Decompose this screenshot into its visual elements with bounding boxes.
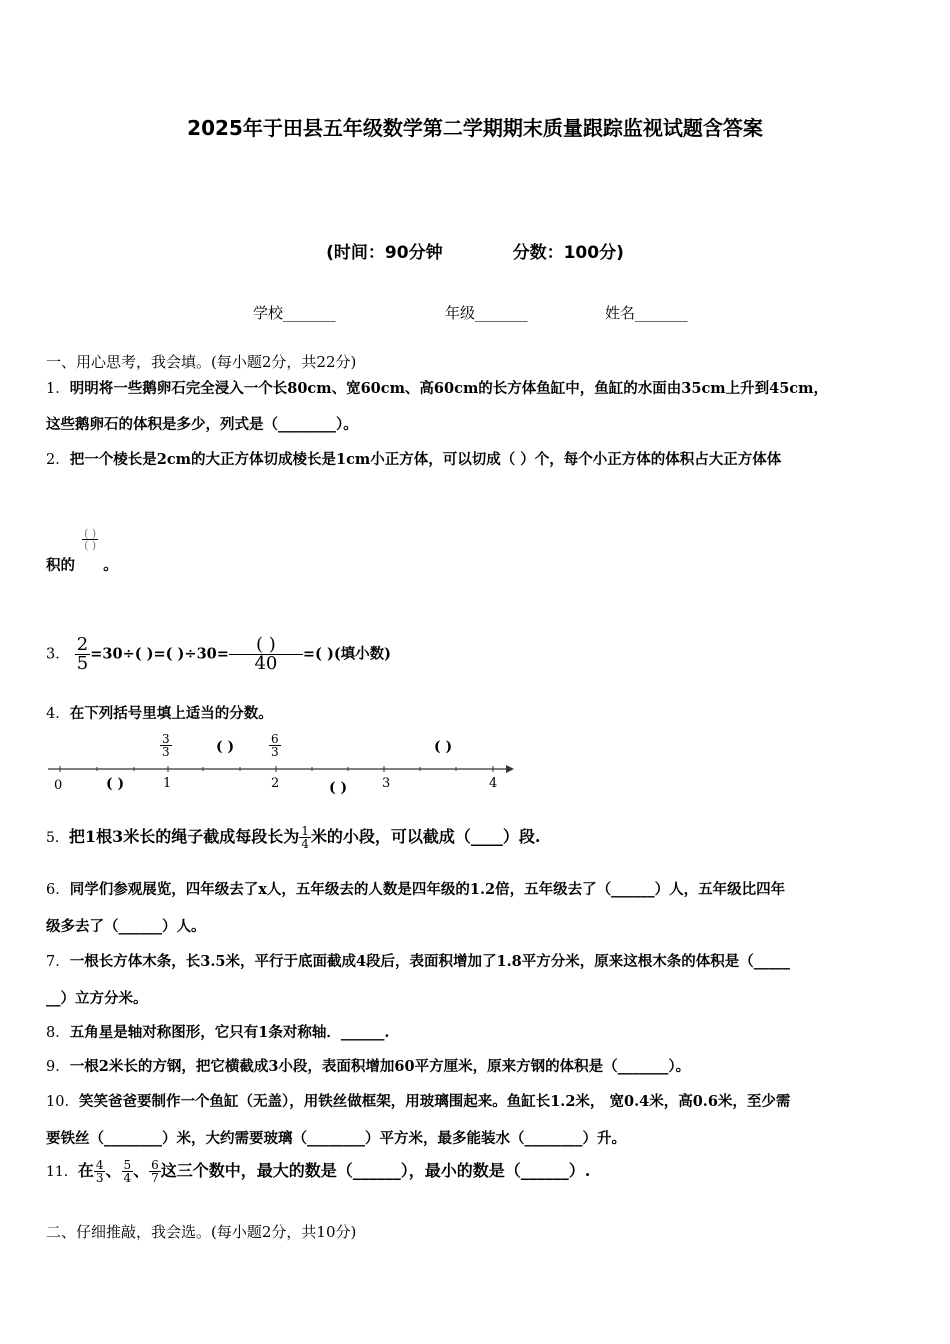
separator: 、 <box>105 1161 122 1180</box>
question-number: 11． <box>46 1164 78 1180</box>
question-9 <box>46 1055 690 1076</box>
question-text: 。 <box>103 557 118 574</box>
fraction-blank-40: $\frac{( )}{40}$ <box>229 636 303 673</box>
fraction-1-4: $\frac{1}{4}$ <box>301 824 309 851</box>
page-title: 2025年于田县五年级数学第二学期期末质量跟踪监视试题含答案 <box>187 116 763 140</box>
blank-above-2[interactable]: ( ) <box>434 739 453 755</box>
question-number: 6． <box>46 882 70 898</box>
question-text: 在下列括号里填上适当的分数。 <box>69 705 273 722</box>
question-text: 在 <box>77 1161 94 1180</box>
equation-text: =30÷( )=( )÷30= <box>90 645 229 663</box>
question-6-line2: 级多去了（______）人。 <box>46 918 206 935</box>
question-5 <box>46 824 540 850</box>
section-heading-2: 二、仔细推敲，我会选。(每小题2分，共10分) <box>46 1223 357 1241</box>
question-number: 1． <box>46 381 70 397</box>
question-10-line2: 要铁丝（________）米，大约需要玻璃（________）平方米，最多能装水（________）升。 <box>46 1130 626 1147</box>
question-number: 9． <box>46 1059 70 1075</box>
tick-label-0: 0 <box>54 778 63 793</box>
question-7 <box>46 950 790 971</box>
question-6 <box>46 878 785 899</box>
tick-label-1: 1 <box>163 776 172 791</box>
question-2 <box>46 448 781 469</box>
fraction-6-7: $\frac{6}{7}$ <box>151 1158 159 1185</box>
fraction-5-4: $\frac{5}{4}$ <box>123 1158 132 1185</box>
question-number: 8． <box>46 1025 70 1041</box>
tick-label-4: 4 <box>489 776 498 791</box>
blank-below-1[interactable]: ( ) <box>106 776 125 792</box>
question-3 <box>46 636 391 673</box>
question-text: 明明将一些鹅卵石完全浸入一个长80cm、宽60cm、高60cm的长方体鱼缸中，鱼缸的水面由35cm上升到45cm， <box>69 380 828 397</box>
question-text: 积的 <box>46 557 75 574</box>
question-number: 10． <box>46 1094 79 1110</box>
section-heading-1: 一、用心思考，我会填。(每小题2分，共22分) <box>46 353 357 371</box>
equation-text: =( )(填小数) <box>302 645 392 663</box>
separator: 、 <box>133 1161 150 1180</box>
question-number: 3． <box>46 646 70 663</box>
name-field[interactable]: 姓名_______ <box>605 304 688 322</box>
question-number: 4． <box>46 706 70 722</box>
question-11 <box>46 1158 590 1184</box>
fraction-2-5: $\frac{2}{5}$ <box>76 634 89 674</box>
question-number: 5． <box>46 830 69 846</box>
question-8 <box>46 1021 389 1042</box>
question-1-line2: 这些鹅卵石的体积是多少，列式是（________）。 <box>46 416 358 433</box>
grade-field[interactable]: 年级_______ <box>445 304 528 322</box>
question-text: 这三个数中，最大的数是（______），最小的数是（______）. <box>160 1161 591 1180</box>
question-text: 把1根3米长的绳子截成每段长为 <box>68 827 300 846</box>
question-text: 五角星是轴对称图形，它只有1条对称轴．______. <box>69 1024 390 1041</box>
question-10 <box>46 1090 790 1111</box>
question-1 <box>46 377 828 398</box>
question-text: 同学们参观展览，四年级去了x人，五年级去的人数是四年级的1.2倍，五年级去了（______）人，五年级比四年 <box>69 881 786 898</box>
exam-meta <box>0 238 950 263</box>
school-field[interactable]: 学校_______ <box>253 304 336 322</box>
question-text: 把一个棱长是2cm的大正方体切成棱长是1cm小正方体，可以切成（ ）个，每个小正方体的体积占大正方体体 <box>69 451 782 468</box>
question-number: 7． <box>46 954 70 970</box>
fraction-3-3: $\frac{3}{3}$ <box>162 732 170 759</box>
number-line <box>40 730 520 800</box>
question-text: 笑笑爸爸要制作一个鱼缸（无盖），用铁丝做框架，用玻璃围起来。鱼缸长1.2米， 宽0.4米，高0.6米，至少需 <box>78 1093 791 1110</box>
question-text: 米的小段，可以截成（____）段. <box>310 827 541 846</box>
question-text: 一根长方体木条，长3.5米，平行于底面截成4段后，表面积增加了1.8平方分米，原来这根木条的体积是（_____ <box>69 953 791 970</box>
question-4 <box>46 702 273 723</box>
fraction-4-3: $\frac{4}{3}$ <box>95 1158 104 1185</box>
question-2-line2 <box>46 526 118 574</box>
tick-label-3: 3 <box>382 776 391 791</box>
blank-fraction: $\frac{( )}{( )}$ <box>84 526 97 552</box>
blank-above-1[interactable]: ( ) <box>216 739 235 755</box>
exam-score: 分数：100分) <box>512 243 624 263</box>
exam-time: (时间：90分钟 <box>326 243 443 263</box>
question-number: 2． <box>46 452 70 468</box>
question-text: 一根2米长的方钢，把它横截成3小段，表面积增加60平方厘米，原来方钢的体积是（_______）。 <box>69 1058 691 1075</box>
fraction-6-3: $\frac{6}{3}$ <box>271 732 279 759</box>
question-7-line2: __）立方分米。 <box>46 990 148 1007</box>
tick-label-2: 2 <box>271 776 280 791</box>
blank-below-2[interactable]: ( ) <box>329 780 348 796</box>
